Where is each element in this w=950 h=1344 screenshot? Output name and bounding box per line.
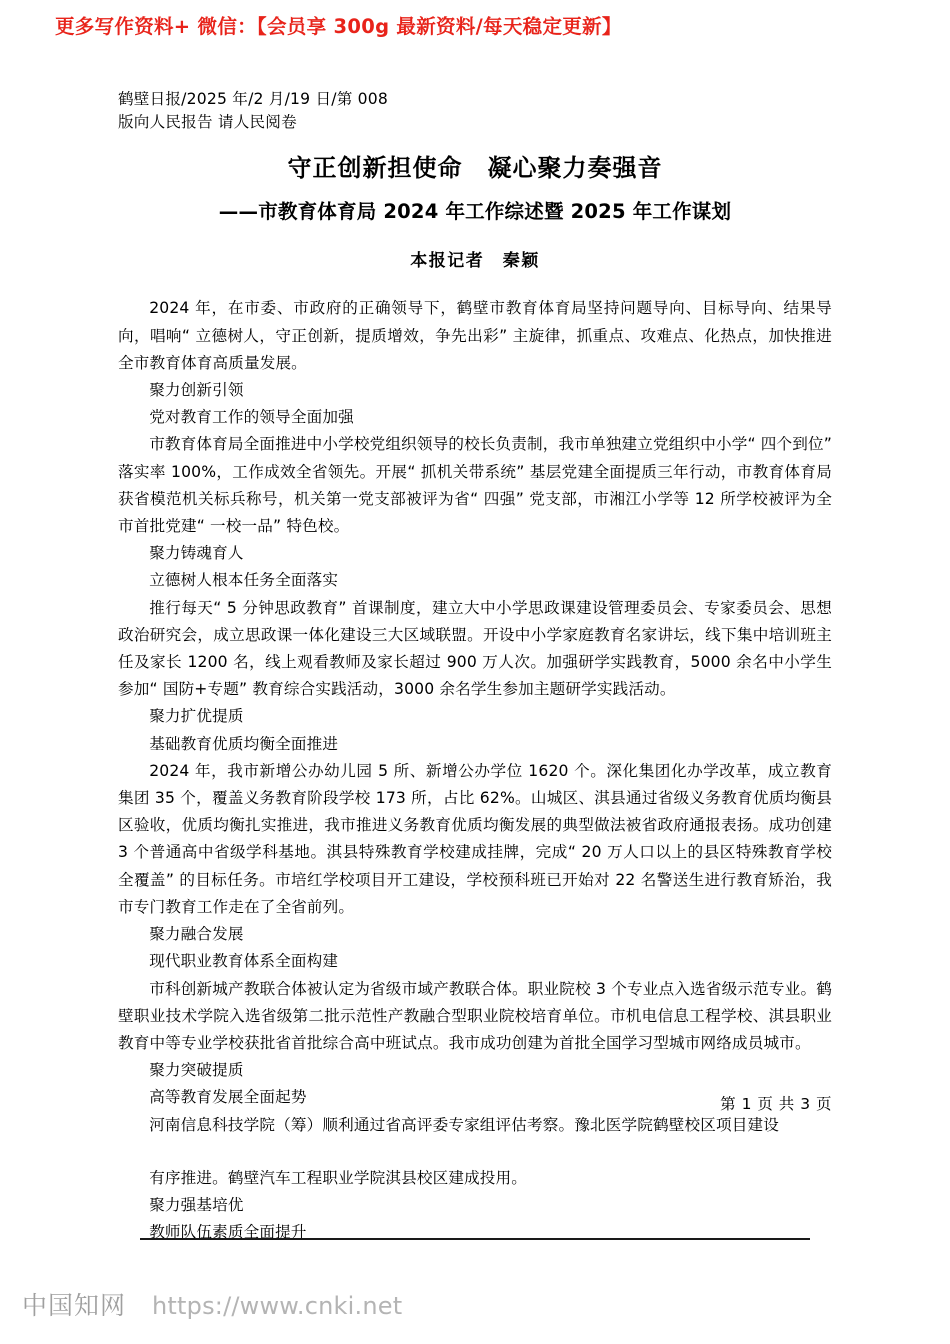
article-paragraph: 市教育体育局全面推进中小学校党组织领导的校长负责制，我市单独建立党组织中小学“ 四个到位” 落实率 100%，工作成效全省领先。开展“ 抓机关带系统” 基层党建全面提质三年行动，市教育体育局获省模范机关标兵称号，机关第一党支部被评为省“ 四强” 党支部，市湘江小学等 12 所学校被评为全市首批党建“ 一校一品” 特色校。 [118, 435, 832, 536]
newspaper-section-line: 版向人民报告 请人民阅卷 [118, 113, 297, 131]
article-paragraph: 聚力突破提质 [149, 1061, 244, 1080]
article-byline: 本报记者 秦颖 [410, 251, 540, 272]
article-paragraph: 现代职业教育体系全面构建 [149, 952, 339, 971]
article-paragraph: 市科创新城产教联合体被认定为省级市域产教联合体。职业院校 3 个专业点入选省级示范专业。鹤壁职业技术学院入选省级第二批示范性产教融合型职业院校培育单位。市机电信息工程学校、淇县职业教育中等专业学校获批省首批综合高中班试点。我市成功创建为首批全国学习型城市网络成员城市。 [118, 979, 832, 1052]
article-paragraph: 立德树人根本任务全面落实 [149, 571, 339, 590]
article-paragraph: 河南信息科技学院（筹）顺利通过省高评委专家组评估考察。豫北医学院鹤壁校区项目建设 [149, 1115, 779, 1134]
promo-banner-text: 更多写作资料+ 微信：【会员享 300g 最新资料/每天稳定更新】 [55, 15, 622, 38]
article-paragraph: 党对教育工作的领导全面加强 [149, 408, 354, 427]
article-paragraph: 基础教育优质均衡全面推进 [149, 734, 339, 753]
article-paragraph: 2024 年，在市委、市政府的正确领导下，鹤壁市教育体育局坚持问题导向、目标导向、结果导向，唱响“ 立德树人，守正创新，提质增效，争先出彩” 主旋律，抓重点、攻难点、化热点，加快推进全市教育体育高质量发展。 [118, 299, 832, 372]
newspaper-source-line: 鹤壁日报/2025 年/2 月/19 日/第 008 [118, 90, 389, 108]
article-subtitle: ——市教育体育局 2024 年工作综述暨 2025 年工作谋划 [218, 200, 732, 224]
article-paragraph: 聚力强基培优 [149, 1195, 244, 1214]
article-title: 守正创新担使命 凝心聚力奏强音 [287, 154, 663, 182]
article-paragraph: 聚力创新引领 [149, 381, 244, 400]
article-paragraph: 有序推进。鹤壁汽车工程职业学院淇县校区建成投用。 [149, 1168, 528, 1187]
cnki-watermark [22, 1286, 402, 1322]
article-paragraph: 推行每天“ 5 分钟思政教育” 首课制度，建立大中小学思政课建设管理委员会、专家委员会、思想政治研究会，成立思政课一体化建设三大区域联盟。开设中小学家庭教育名家讲坛，线下集中培训班主任及家长 1200 名，线上观看教师及家长超过 900 万人次。加强研学实践教育，5000 余名中小学生参加“ 国防+专题” 教育综合实践活动，3000 余名学生参加主题研学实践活动。 [118, 598, 832, 699]
cnki-brand-label: 中国知网 [22, 1291, 127, 1320]
article-paragraph: 聚力铸魂育人 [149, 544, 244, 563]
article-paragraph: 教师队伍素质全面提升 [149, 1223, 307, 1242]
article-paragraph: 2024 年，我市新增公办幼儿园 5 所、新增公办学位 1620 个。深化集团化办学改革，成立教育集团 35 个，覆盖义务教育阶段学校 173 所，占比 62%。山城区、淇县通过省级义务教育优质均衡县区验收，优质均衡扎实推进，我市推进义务教育优质均衡发展的典型做法被省政府通报表扬。成功创建 3 个普通高中省级学科基地。淇县特殊教育学校建成挂牌，完成“ 20 万人口以上的县区特殊教育学校全覆盖” 的目标任务。市培红学校项目开工建设，学校预科班已开始对 22 名警送生进行教育矫治，我市专门教育工作走在了全省前列。 [118, 761, 832, 916]
article-paragraph: 聚力扩优提质 [149, 707, 244, 726]
footer-divider [140, 1238, 810, 1240]
cnki-url-label: https://www.cnki.net [152, 1292, 403, 1320]
article-paragraph: 聚力融合发展 [149, 925, 244, 944]
page-number-label: 第 1 页 共 3 页 [720, 1095, 832, 1113]
document-content [118, 88, 832, 1246]
article-paragraph: 高等教育发展全面起势 [149, 1088, 307, 1107]
